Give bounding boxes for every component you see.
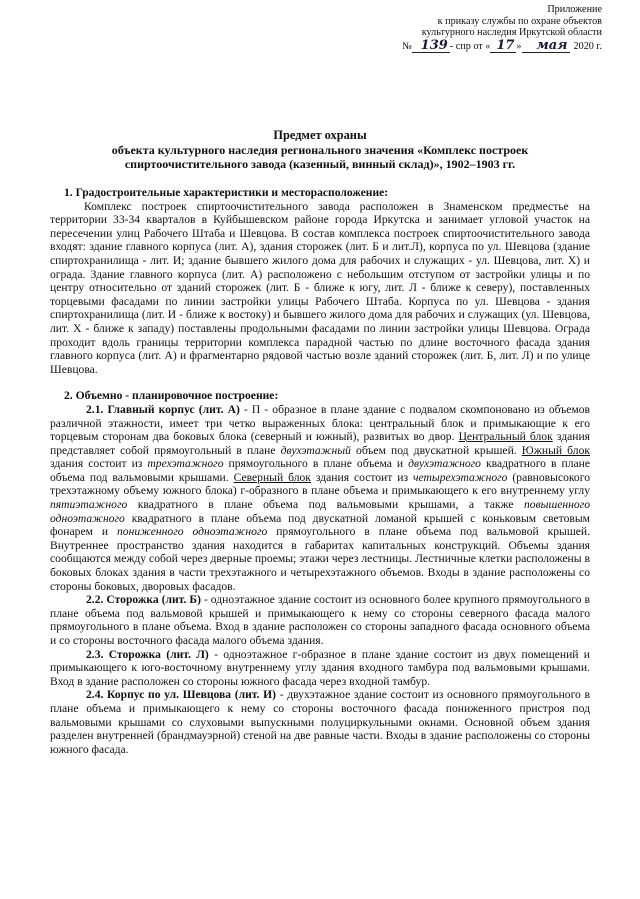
underlined-term: Центральный блок xyxy=(458,430,553,444)
document-subtitle-line-2: спиртоочистительного завода (казенный, винный склад)», 1902–1903 гг. xyxy=(124,157,516,171)
italic-term: четырехэтажного xyxy=(413,470,508,484)
paragraph-2-1 xyxy=(50,403,590,593)
text-run: - П - образное в плане здание с подвалом скомпоновано из объемов различной этажности, имеет три четко выраженных блока: центральный блок и примыкающие к его торцевым сторонам два боковых блока (северный и южный), развитых во двор. xyxy=(50,402,590,444)
italic-term: пониженного одноэтажного xyxy=(116,525,268,539)
handwritten-day: 17 xyxy=(490,40,516,53)
text-run: - одноэтажное здание состоит из основного более крупного прямоугольного в плане объема под вальмовой крышей и примыкающего к нему со стороны северного фасада малого прямоугольного в плане объема. Вход в здание расположен со стороны западного фасада основного объема и со стороны восточного фасада малого объема здания. xyxy=(50,593,590,647)
paragraph-2-1-label: 2.1. Главный корпус (лит. А) xyxy=(86,402,240,416)
paragraph-2-3 xyxy=(50,648,590,689)
number-prefix: № xyxy=(402,40,412,52)
text-run: здания состоит из xyxy=(310,470,413,484)
text-run: квадратного в плане объема под вальмовыми крышами. xyxy=(50,457,590,484)
text-run: здания представляет собой прямоугольный в плане xyxy=(50,430,590,457)
italic-term: двухэтажного xyxy=(408,457,481,471)
section-1-text: Комплекс построек спиртоочистительного завода расположен в Знаменском предместье на территории 33-34 кварталов в Куйбышевском районе города Иркутска и занимает угловой участок на пересечении улиц Рабочего Штаба и Шевцова. В состав комплекса построек спиртоочистительного завода входят: здание главного корпуса (лит. А), здания сторожек (лит. Б и лит.Л), корпуса по ул. Шевцова (здание спиртохранилища - лит. И; здание бывшего жилого дома для рабочих и служащих - ул. Шевцова, лит. Х) и ограда. Здание главного корпуса (лит. А) расположено с небольшим отступом от застройки улицы и по центру относительно от зданий сторожек (лит. Б - ближе к югу, лит. Л - ближе к северу), поставленных торцевыми фасадами по линии застройки улицы Рабочего Штаба. Корпуса по ул. Шевцова - здания спиртохранилища (лит. И - ближе к востоку) и бывшего жилого дома для рабочих и служащих (ул. Шевцова, лит. Х - ближе к западу) поставлены продольными фасадами по линии застройки улицы Шевцова. Ограда проходит вдоль границы территории комплекса парадной частью по длине восточного фасада здания главного корпуса (лит. А) и фрагментарно рядовой частью возле зданий сторожек (лит. Б, лит. Л) и по улице Шевцова. xyxy=(50,199,590,376)
paragraph-2-4-label: 2.4. Корпус по ул. Шевцова (лит. И) xyxy=(86,688,277,702)
italic-term: повышенного одноэтажного xyxy=(50,498,590,525)
section-1-heading: 1. Градостроительные характеристики и месторасположение: xyxy=(64,186,389,199)
section-2-heading: 2. Объемно - планировочное построение: xyxy=(64,389,279,403)
year-suffix: 2020 г. xyxy=(573,40,602,52)
text-run: квадратного в плане объема под вальмовыми крышами, а также xyxy=(127,498,524,512)
italic-term: пятиэтажного xyxy=(50,498,128,512)
document-title: Предмет охраны xyxy=(273,128,367,142)
paragraph-2-4 xyxy=(50,688,590,756)
number-mid: - спр от « xyxy=(449,40,491,52)
appendix-header xyxy=(342,4,602,53)
text-run: - одноэтажное г-образное в плане здание состоит из двух помещений и примыкающего к юго-восточному внутреннему углу здания входного тамбура под вальмовыми крышами. Вход в здание расположен со стороны южного фасада через входной тамбур. xyxy=(50,647,590,688)
text-run: объем под двускатной крышей. xyxy=(350,443,522,457)
italic-term: двухэтажный xyxy=(280,443,351,457)
text-run: здания состоит из xyxy=(50,457,148,471)
text-run: прямоугольного в плане объема и xyxy=(223,457,409,471)
document-body xyxy=(50,186,590,756)
text-run: - двухэтажное здание состоит из основного прямоугольного в плане объема и примыкающего к нему со стороны восточного фасада пониженного пристроя под вальмовыми крышами со слуховыми выпускными полуциркульными окнами. Основной объем здания разделен внутренней (брандмауэрной) стеной на две равные части. Входы в здание расположены со стороны южного фасада. xyxy=(50,688,590,756)
underlined-term: Северный блок xyxy=(233,470,311,484)
text-run: (равновысокого трехэтажному объему южного блока) г-образного в плане объема и примыкающего к его внутреннему углу xyxy=(50,470,590,498)
text-run: квадратного в плане объема под двускатной ломаной крышей с коньковым световым фонарем и xyxy=(50,511,590,539)
document-subtitle-line-1: объекта культурного наследия регионального значения «Комплекс построек xyxy=(111,142,529,157)
handwritten-number: 139 xyxy=(412,40,450,53)
handwritten-month: мая xyxy=(522,40,570,53)
document-title-block xyxy=(40,128,600,171)
appendix-line-3: культурного наследия Иркутской области xyxy=(421,27,602,39)
paragraph-2-2 xyxy=(50,593,590,647)
paragraph-2-2-label: 2.2. Сторожка (лит. Б) xyxy=(86,593,201,607)
appendix-line-1: Приложение xyxy=(547,4,602,15)
underlined-term: Южный блок xyxy=(521,443,590,457)
text-run: прямоугольного в плане объема под вальмовой крышей. Внутреннее пространство здания находится в габаритах капитальных конструкций. Объемы здания сообщаются между собой через дверные проемы; этажи через лестницы. Лестничные клетки расположены в боковых блоках здания в части трехэтажного и четырехэтажного объемов. Входы в здание расположены со стороны боковых, дворовых фасадов. xyxy=(50,525,591,593)
italic-term: трехэтажного xyxy=(147,457,224,471)
appendix-line-2: к приказу службы по охране объектов xyxy=(437,15,602,27)
month-separator: » xyxy=(516,40,522,52)
paragraph-2-3-label: 2.3. Сторожка (лит. Л) xyxy=(86,647,209,661)
order-number-line xyxy=(342,37,602,53)
